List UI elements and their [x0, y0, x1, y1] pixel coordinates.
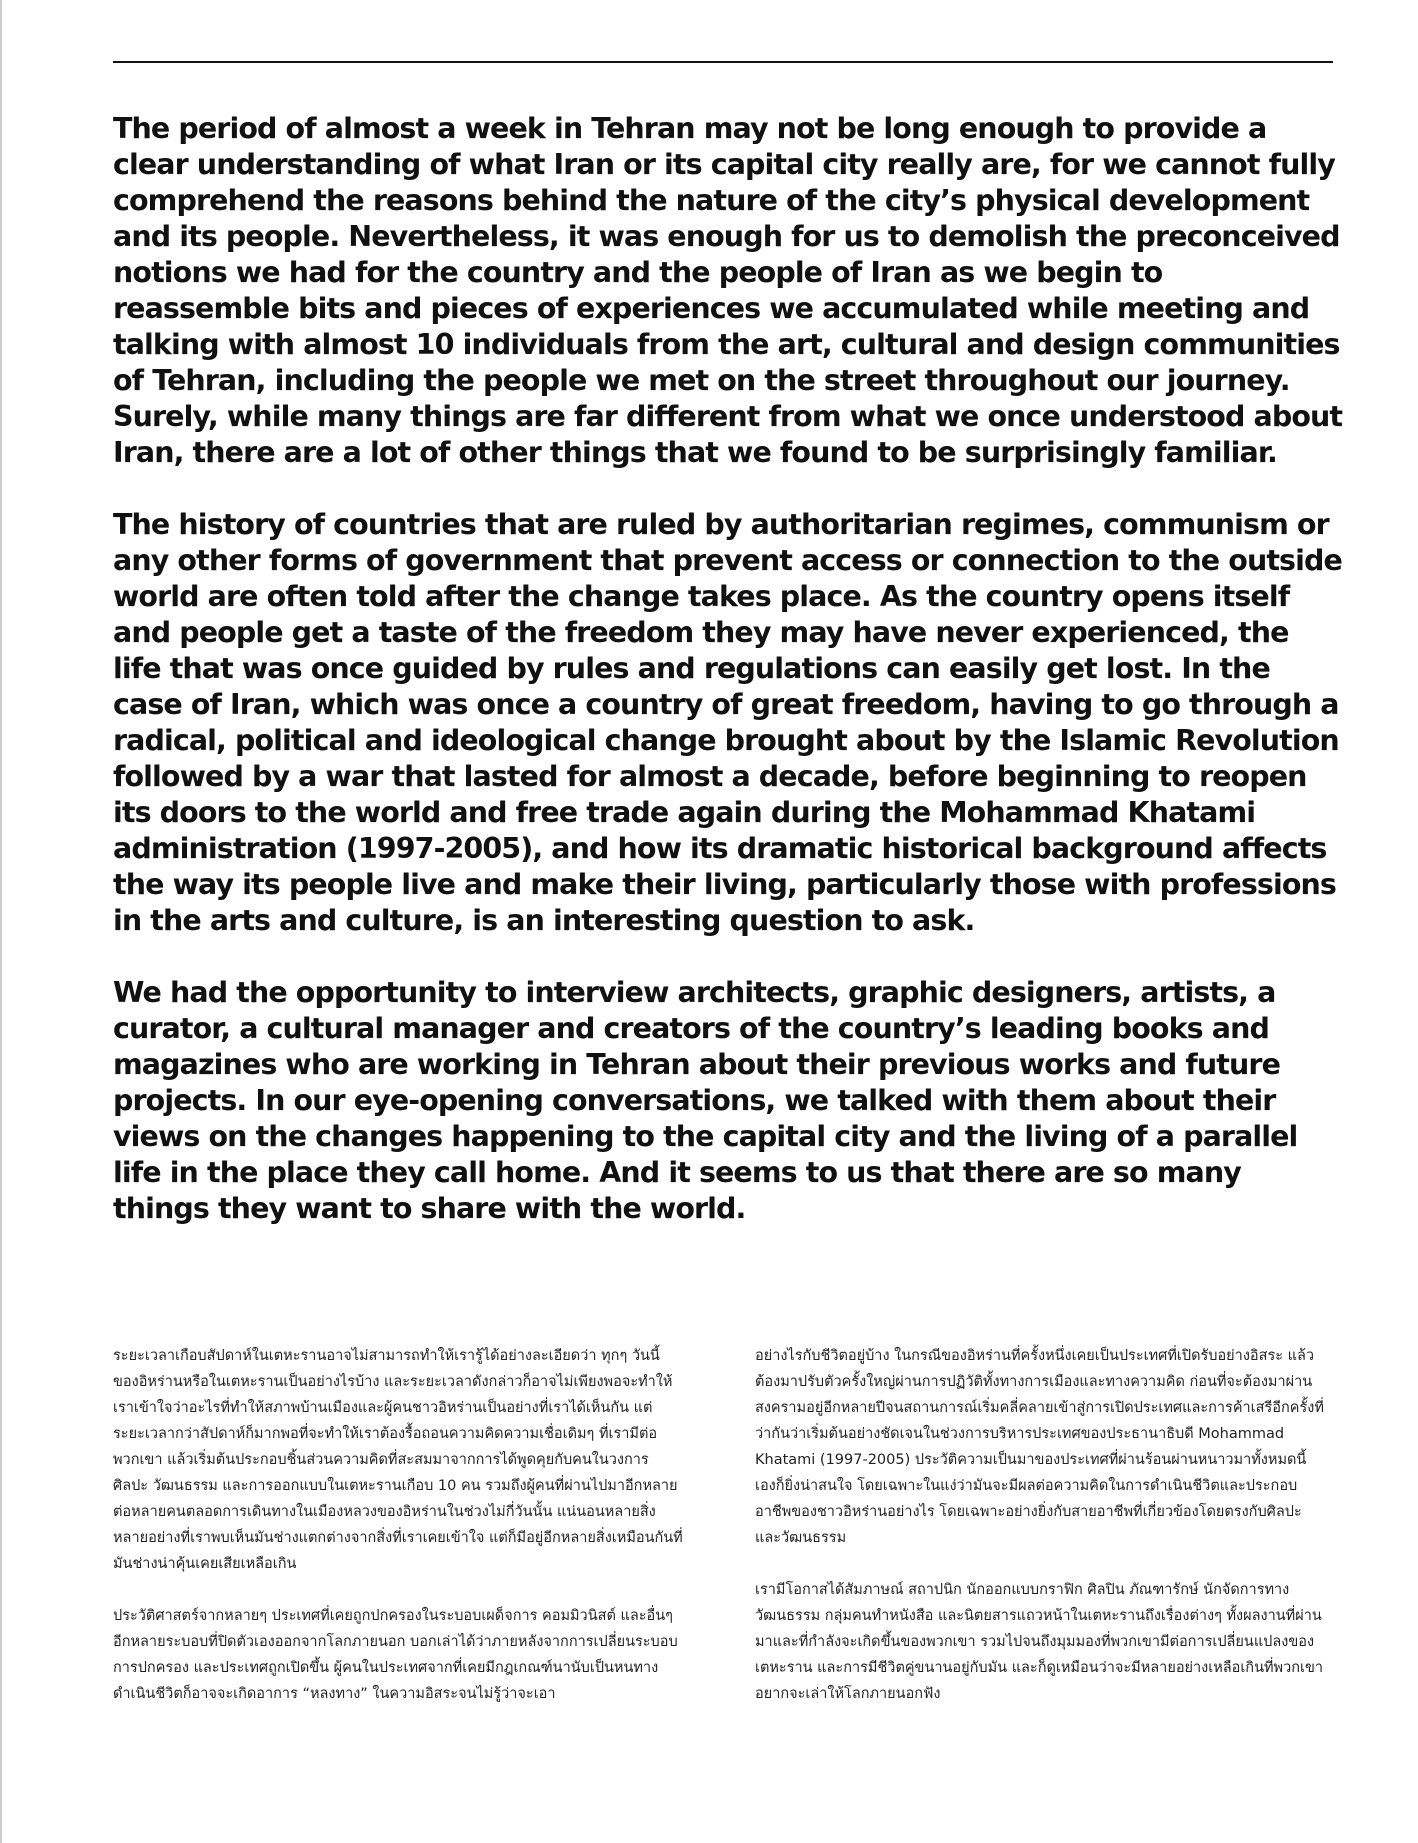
page-edge	[0, 0, 2, 1843]
english-paragraph-1: The period of almost a week in Tehran may not be long enough to provide a clear understanding of what Iran or its capital city really are, for we cannot fully comprehend the reasons behind the nature of the city’s physical development and its people. Nevertheless, it was enough for us to demolish the preconceived notions we had for the country and the people of Iran as we begin to reassemble bits and pieces of experiences we accumulated while meeting and talking with almost 10 individuals from the art, cultural and design communities of Tehran, including the people we met on the street throughout our journey. Surely, while many things are far different from what we once understood about Iran, there are a lot of other things that we found to be surprisingly familiar.	[113, 112, 1343, 469]
thai-paragraph-4: เรามีโอกาสได้สัมภาษณ์ สถาปนิก นักออกแบบกราฟิก ศิลปิน ภัณฑารักษ์ นักจัดการทางวัฒนธรรม กลุ่มคนทำหนังสือ และนิตยสารแถวหน้าในเตหะรานถึงเรื่องต่างๆ ทั้งผลงานที่ผ่านมาและที่กำลังจะเกิดขึ้นของพวกเขา รวมไปจนถึงมุมมองที่พวกเขามีต่อการเปลี่ยนแปลงของเตหะราน และการมีชีวิตคู่ขนานอยู่กับมัน และก็ดูเหมือนว่าจะมีหลายอย่างเหลือเกินที่พวกเขาอยากจะเล่าให้โลกภายนอกฟัง	[755, 1582, 1324, 1702]
thai-column-left	[113, 1343, 683, 1733]
thai-paragraph-2: ประวัติศาสตร์จากหลายๆ ประเทศที่เคยถูกปกครองในระบอบเผด็จการ คอมมิวนิสต์ และอื่นๆ อีกหลายระบอบที่ปิดตัวเองออกจากโลกภายนอก บอกเล่าได้ว่าภายหลังจากการเปลี่ยนระบอบการปกครอง และประเทศถูกเปิดขึ้น ผู้คนในประเทศจากที่เคยมีกฎเกณฑ์นานับเป็นหนทางดำเนินชีวิตก็อาจจะเกิดอาการ “หลงทาง” ในความอิสระจนไม่รู้ว่าจะเอา	[113, 1608, 678, 1702]
thai-column-right	[755, 1343, 1325, 1733]
thai-paragraph-1: ระยะเวลาเกือบสัปดาห์ในเตหะรานอาจไม่สามารถทำให้เรารู้ได้อย่างละเอียดว่า ทุกๆ วันนี้ของอิหร่านหรือในเตหะรานเป็นอย่างไรบ้าง และระยะเวลาดังกล่าวก็อาจไม่เพียงพอจะทำให้เราเข้าใจว่าอะไรที่ทำให้สภาพบ้านเมืองและผู้คนชาวอิหร่านเป็นอย่างที่เราได้เห็นกัน แต่ระยะเวลากว่าสัปดาห์ก็มากพอที่จะทำให้เราต้องรื้อถอนความคิดความเชื่อเดิมๆ ที่เรามีต่อพวกเขา แล้วเริ่มต้นประกอบชิ้นส่วนความคิดที่สะสมมาจากการได้พูดคุยกับคนในวงการศิลปะ วัฒนธรรม และการออกแบบในเตหะรานเกือบ 10 คน รวมถึงผู้คนที่ผ่านไปมาอีกหลายต่อหลายคนตลอดการเดินทางในเมืองหลวงของอิหร่านในช่วงไม่กี่วันนั้น แน่นอนหลายสิ่งหลายอย่างที่เราพบเห็นมันช่างแตกต่างจากสิ่งที่เราเคยเข้าใจ แต่ก็มีอยู่อีกหลายสิ่งเหมือนกันที่มันช่างน่าคุ้นเคยเสียเหลือเกิน	[113, 1348, 683, 1572]
top-rule-divider	[113, 61, 1333, 63]
english-paragraph-3: We had the opportunity to interview architects, graphic designers, artists, a curator, a cultural manager and creators of the country’s leading books and magazines who are working in Tehran about their previous works and future projects. In our eye-opening conversations, we talked with them about their views on the changes happening to the capital city and the living of a parallel life in the place they call home. And it seems to us that there are so many things they want to share with the world.	[113, 976, 1298, 1225]
english-article-body	[113, 111, 1343, 1263]
thai-paragraph-3: อย่างไรกับชีวิตอยู่บ้าง ในกรณีของอิหร่านที่ครั้งหนึ่งเคยเป็นประเทศที่เปิดรับอย่างอิสระ แล้วต้องมาปรับตัวครั้งใหญ่ผ่านการปฏิวัติทั้งทางการเมืองและทางความคิด ก่อนที่จะต้องมาผ่านสงครามอยู่อีกหลายปีจนสถานการณ์เริ่มคลี่คลายเข้าสู่การเปิดประเทศและการค้าเสรีอีกครั้งที่ว่ากันว่าเริ่มต้นอย่างชัดเจนในช่วงการบริหารประเทศของประธานาธิบดี Mohammad Khatami (1997-2005) ประวัติความเป็นมาของประเทศที่ผ่านร้อนผ่านหนาวมาทั้งหมดนี้เองก็ยิ่งน่าสนใจ โดยเฉพาะในแง่ว่ามันจะมีผลต่อความคิดในการดำเนินชีวิตและประกอบอาชีพของชาวอิหร่านอย่างไร โดยเฉพาะอย่างยิ่งกับสายอาชีพที่เกี่ยวข้องโดยตรงกับศิลปะและวัฒนธรรม	[755, 1348, 1324, 1546]
english-paragraph-2: The history of countries that are ruled by authoritarian regimes, communism or any other forms of government that prevent access or connection to the outside world are often told after the change takes place. As the country opens itself and people get a taste of the freedom they may have never experienced, the life that was once guided by rules and regulations can easily get lost. In the case of Iran, which was once a country of great freedom, having to go through a radical, political and ideological change brought about by the Islamic Revolution followed by a war that lasted for almost a decade, before beginning to reopen its doors to the world and free trade again during the Mohammad Khatami administration (1997-2005), and how its dramatic historical background affects the way its people live and make their living, particularly those with professions in the arts and culture, is an interesting question to ask.	[113, 508, 1342, 937]
